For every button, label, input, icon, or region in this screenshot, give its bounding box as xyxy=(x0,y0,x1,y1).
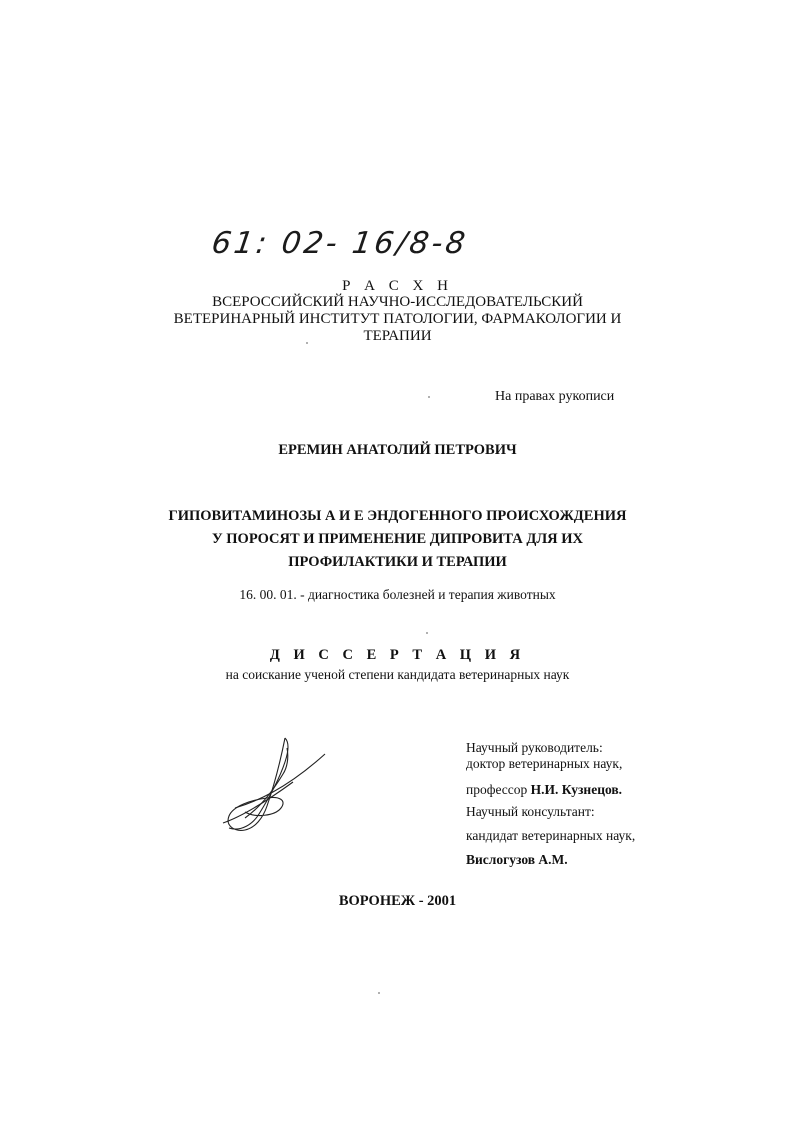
consultant-degree: кандидат ветеринарных наук, xyxy=(466,828,636,843)
handwritten-signature xyxy=(215,728,335,838)
scan-speck xyxy=(426,632,428,634)
degree-line: на соискание ученой степени кандидата ветеринарных наук xyxy=(225,667,570,682)
city-year: ВОРОНЕЖ - 2001 xyxy=(338,893,457,909)
title-line-2: У ПОРОСЯТ И ПРИМЕНЕНИЕ ДИПРОВИТА ДЛЯ ИХ xyxy=(212,531,583,547)
dissertation-title xyxy=(0,505,795,574)
specialty-code: 16. 00. 01. - диагностика болезней и терапия животных xyxy=(239,587,556,602)
scan-speck xyxy=(306,342,308,344)
institute-line-3: ТЕРАПИИ xyxy=(363,328,432,344)
institute-line-2: ВЕТЕРИНАРНЫЙ ИНСТИТУТ ПАТОЛОГИИ, ФАРМАКОЛОГИИ И xyxy=(173,311,622,327)
title-line-3: ПРОФИЛАКТИКИ И ТЕРАПИИ xyxy=(288,554,507,570)
manuscript-rights-note: На правах рукописи xyxy=(495,389,615,404)
supervisor-rank: профессор xyxy=(466,782,528,797)
scan-speck xyxy=(378,992,380,994)
author-name: ЕРЕМИН АНАТОЛИЙ ПЕТРОВИЧ xyxy=(278,442,517,458)
supervisor-degree: доктор ветеринарных наук, xyxy=(466,756,623,771)
supervisor-label: Научный руководитель: xyxy=(466,740,603,755)
supervisor-name: Н.И. Кузнецов. xyxy=(530,782,623,797)
title-line-1: ГИПОВИТАМИНОЗЫ А И Е ЭНДОГЕННОГО ПРОИСХОЖДЕНИЯ xyxy=(168,508,627,524)
institute-line-1: ВСЕРОССИЙСКИЙ НАУЧНО-ИССЛЕДОВАТЕЛЬСКИЙ xyxy=(212,294,583,310)
org-abbreviation: Р А С Х Н xyxy=(342,278,453,294)
advisors-block xyxy=(466,737,635,871)
work-type-heading: Д И С С Е Р Т А Ц И Я xyxy=(269,647,526,663)
consultant-name: Вислогузов А.М. xyxy=(466,852,568,867)
handwritten-archive-number: 61: 02- 16/8-8 xyxy=(209,226,471,261)
scan-speck xyxy=(428,396,430,398)
supervisor-line xyxy=(466,779,635,801)
institute-name xyxy=(0,294,795,345)
consultant-label: Научный консультант: xyxy=(466,804,595,819)
